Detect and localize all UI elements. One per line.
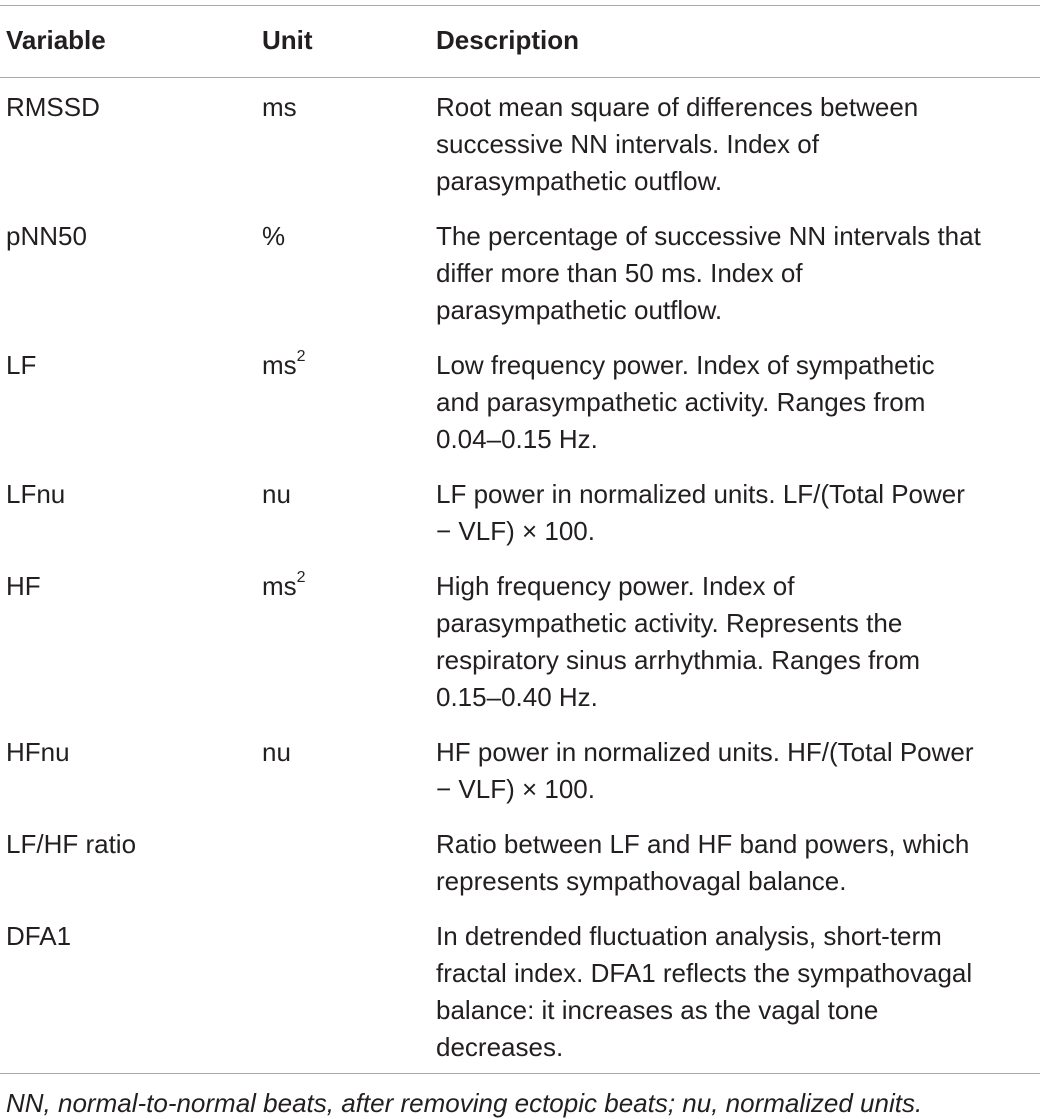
unit-text: nu [262,737,291,767]
description-line: LF power in normalized units. LF/(Total Power [436,479,965,509]
description-line: Root mean square of differences between [436,92,919,122]
cell-variable: HF [6,571,41,601]
cell-unit [262,568,436,605]
cell-variable: pNN50 [6,221,87,251]
cell-unit [262,476,436,513]
table-row [0,907,1040,1073]
table-body [0,78,1040,1073]
description-line: − VLF) × 100. [436,516,595,546]
description-line: Ratio between LF and HF band powers, which [436,829,970,859]
cell-description [436,89,1040,200]
cell-variable: DFA1 [6,921,72,951]
table-footnote: NN, normal-to-normal beats, after removing ectopic beats; nu, normalized units. [6,1088,923,1118]
description-line: HF power in normalized units. HF/(Total Power [436,737,974,767]
cell-description [436,476,1040,550]
cell-variable: LF/HF ratio [6,829,137,859]
table-row [0,336,1040,465]
description-line: balance: it increases as the vagal tone [436,995,879,1025]
table-row [0,465,1040,557]
description-line: The percentage of successive NN intervals that [436,221,981,251]
table-header-row [0,6,1040,77]
cell-unit [262,89,436,126]
description-line: parasympathetic outflow. [436,295,723,325]
table-row [0,815,1040,907]
unit-superscript: 2 [296,569,306,587]
header-variable: Variable [6,25,106,55]
cell-description [436,347,1040,458]
table-row [0,723,1040,815]
description-line: parasympathetic activity. Represents the [436,608,903,638]
description-line: In detrended fluctuation analysis, short-term [436,921,942,951]
description-line: represents sympathovagal balance. [436,866,847,896]
unit-text: ms [262,92,297,122]
description-line: decreases. [436,1032,564,1062]
cell-variable: HFnu [6,737,70,767]
unit-text: % [262,221,286,251]
description-line: − VLF) × 100. [436,774,595,804]
description-line: successive NN intervals. Index of [436,129,819,159]
unit-superscript: 2 [296,348,306,366]
cell-description [436,218,1040,329]
header-unit: Unit [262,25,313,55]
description-line: and parasympathetic activity. Ranges from [436,387,926,417]
description-line: differ more than 50 ms. Index of [436,258,803,288]
cell-description [436,734,1040,808]
cell-variable: LF [6,350,37,380]
table-row [0,557,1040,723]
description-line: fractal index. DFA1 reflects the sympathovagal [436,958,973,988]
table-row [0,207,1040,336]
table-row [0,78,1040,207]
description-line: Low frequency power. Index of sympathetic [436,350,935,380]
cell-description [436,568,1040,716]
variables-table [0,5,1040,1119]
cell-variable: LFnu [6,479,66,509]
unit-text: ms [262,571,297,601]
cell-unit [262,347,436,384]
unit-text: nu [262,479,291,509]
cell-description [436,918,1040,1066]
cell-unit [262,734,436,771]
cell-unit [262,218,436,255]
description-line: 0.04–0.15 Hz. [436,424,598,454]
header-description: Description [436,25,580,55]
description-line: respiratory sinus arrhythmia. Ranges from [436,645,921,675]
description-line: parasympathetic outflow. [436,166,723,196]
unit-text: ms [262,350,297,380]
cell-variable: RMSSD [6,92,100,122]
cell-description [436,826,1040,900]
description-line: 0.15–0.40 Hz. [436,682,598,712]
description-line: High frequency power. Index of [436,571,795,601]
